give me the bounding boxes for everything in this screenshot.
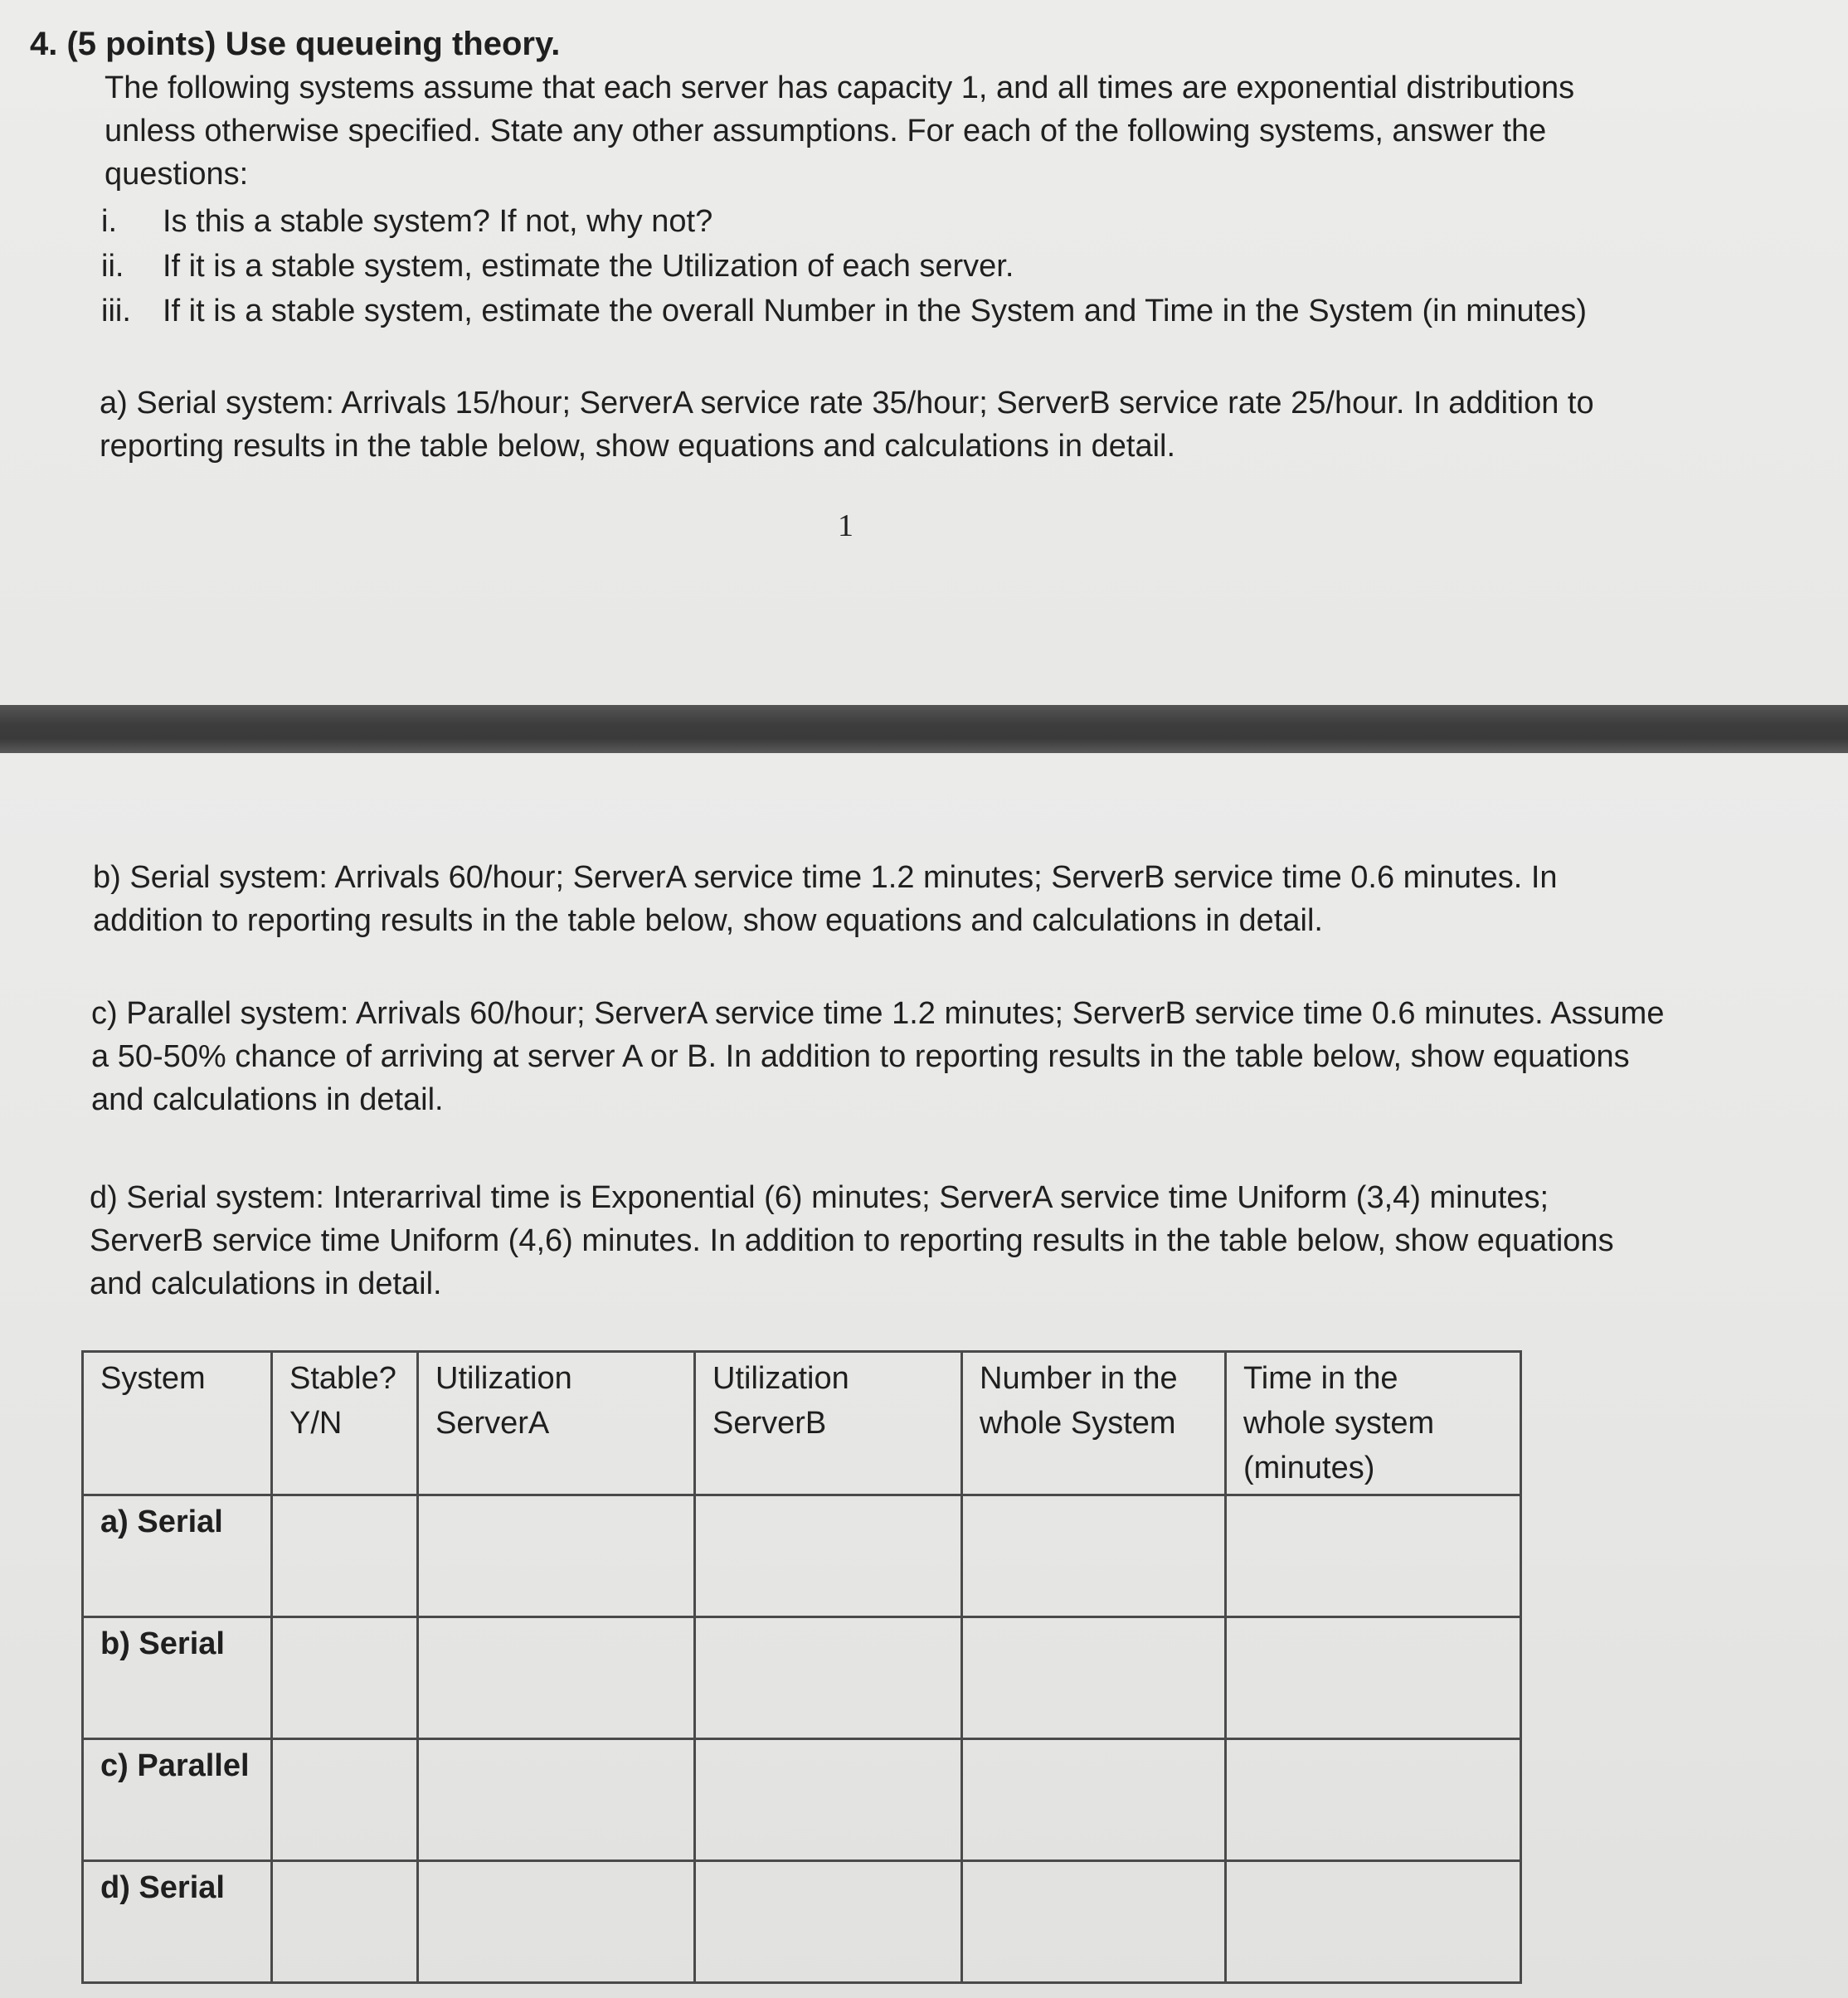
part-d-prompt: d) Serial system: Interarrival time is Exponential (6) minutes; ServerA service time Uniform (3,4) minutes; ServerB service time Uniform (4,6) minutes. In addition to reporting results in the table below, show equations and calculations in detail. [90,1180,1614,1301]
part-a-prompt: a) Serial system: Arrivals 15/hour; ServerA service rate 35/hour; ServerB service rate 25/hour. In addition to reporting results in the table below, show equations and calculations in detail. [100,386,1594,464]
sub-question-number: ii. [101,249,124,284]
sub-question-text: If it is a stable system, estimate the overall Number in the System and Time in the System (in minutes) [163,294,1587,328]
answer-cell[interactable] [695,1739,962,1861]
answer-cell[interactable] [962,1495,1226,1617]
part-c-prompt: c) Parallel system: Arrivals 60/hour; ServerA service time 1.2 minutes; ServerB service time 0.6 minutes. Assume a 50-50% chance of arriving at server A or B. In addition to reporting results in the table below, show equations and calculations in detail. [91,996,1665,1117]
answer-cell[interactable] [695,1617,962,1739]
header-utilization-server-b: Utilization ServerB [695,1352,962,1495]
instructions-paragraph: The following systems assume that each server has capacity 1, and all times are exponential distributions unless otherwise specified. State any other assumptions. For each of the following systems, answer the questions: [105,70,1575,192]
results-table [81,1350,1522,1984]
answer-cell[interactable] [272,1739,418,1861]
part-b-prompt: b) Serial system: Arrivals 60/hour; ServerA service time 1.2 minutes; ServerB service time 0.6 minutes. In addition to reporting results in the table below, show equations and calculations in detail. [93,860,1558,938]
sub-question-list [101,199,1587,333]
table-row [83,1861,1521,1983]
sub-question-item [101,199,1587,244]
answer-cell[interactable] [962,1617,1226,1739]
sub-question-text: If it is a stable system, estimate the Utilization of each server. [163,249,1014,284]
header-time-in-system: Time in the whole system (minutes) [1226,1352,1521,1495]
answer-cell[interactable] [418,1495,695,1617]
answer-cell[interactable] [1226,1861,1521,1983]
row-label: d) Serial [83,1861,272,1983]
answer-cell[interactable] [272,1861,418,1983]
answer-cell[interactable] [418,1861,695,1983]
question-heading: 4. (5 points) Use queueing theory. [30,26,561,62]
sub-question-number: iii. [101,294,131,328]
page-break-bar [0,705,1848,753]
header-stable: Stable? Y/N [272,1352,418,1495]
header-system: System [83,1352,272,1495]
table-row [83,1739,1521,1861]
answer-cell[interactable] [1226,1495,1521,1617]
answer-cell[interactable] [695,1495,962,1617]
sub-question-text: Is this a stable system? If not, why not? [163,204,713,239]
table-row [83,1495,1521,1617]
sub-question-number: i. [101,204,117,239]
header-utilization-server-a: Utilization ServerA [418,1352,695,1495]
answer-cell[interactable] [962,1739,1226,1861]
sub-question-item [101,244,1587,289]
answer-cell[interactable] [695,1861,962,1983]
answer-cell[interactable] [1226,1739,1521,1861]
answer-cell[interactable] [1226,1617,1521,1739]
header-number-in-system: Number in the whole System [962,1352,1226,1495]
row-label: c) Parallel [83,1739,272,1861]
row-label: b) Serial [83,1617,272,1739]
row-label: a) Serial [83,1495,272,1617]
table-row [83,1617,1521,1739]
answer-cell[interactable] [418,1739,695,1861]
answer-cell[interactable] [272,1617,418,1739]
page-number: 1 [838,508,853,543]
answer-cell[interactable] [418,1617,695,1739]
answer-cell[interactable] [272,1495,418,1617]
answer-cell[interactable] [962,1861,1226,1983]
table-header-row [83,1352,1521,1495]
sub-question-item [101,289,1587,333]
